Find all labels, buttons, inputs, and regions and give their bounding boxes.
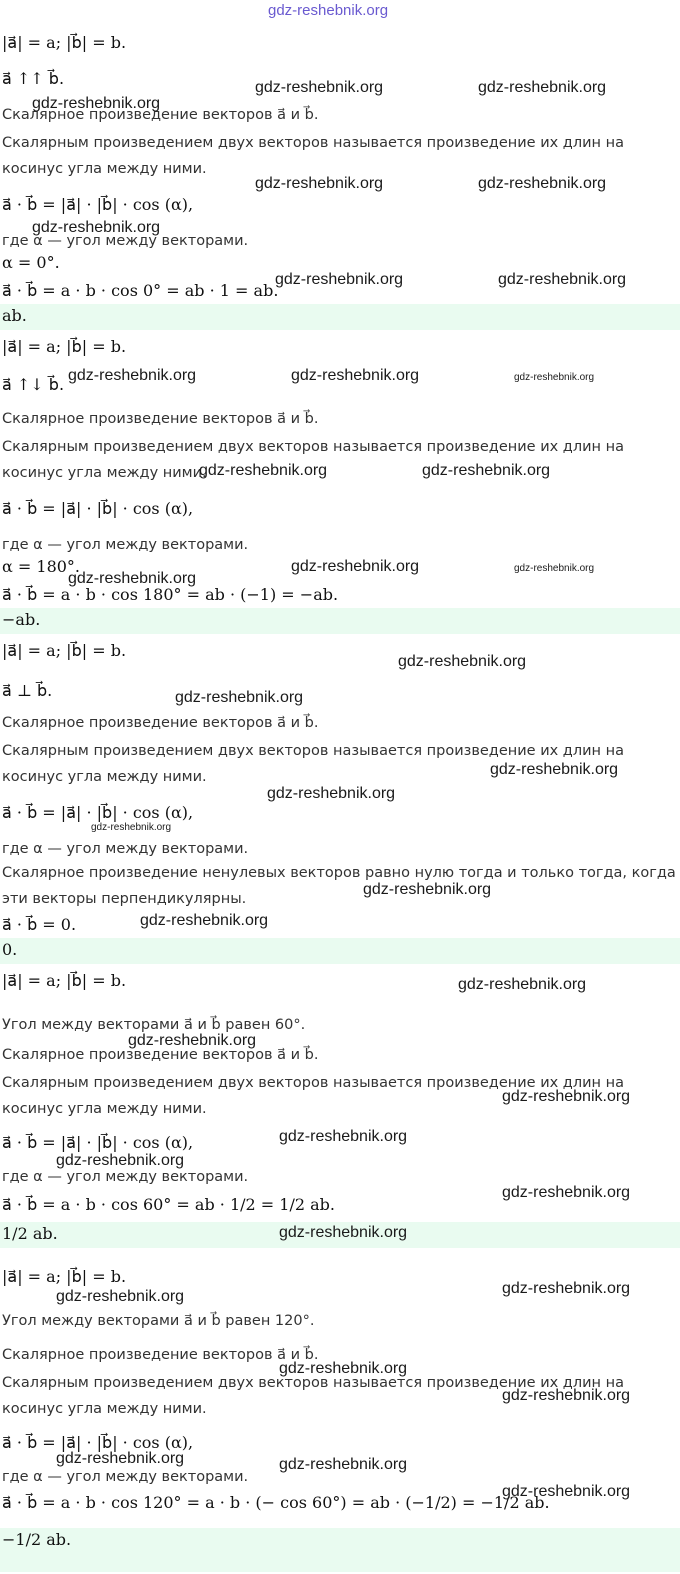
- watermark: gdz-reshebnik.org: [68, 570, 197, 587]
- watermark: gdz-reshebnik.org: [279, 1456, 408, 1473]
- text-line: Скалярным произведением двух векторов называется произведение их длин на: [2, 1075, 624, 1091]
- watermark: gdz-reshebnik.org: [279, 1360, 408, 1377]
- text-line: Скалярное произведение векторов a⃗ и b⃗.: [2, 411, 319, 427]
- text-line: Скалярным произведением двух векторов называется произведение их длин на: [2, 439, 624, 455]
- text-line: где α — угол между векторами.: [2, 1469, 249, 1485]
- text-line: Скалярным произведением двух векторов называется произведение их длин на: [2, 743, 624, 759]
- watermark: gdz-reshebnik.org: [291, 367, 420, 384]
- formula-line: |a⃗| = a; |b⃗| = b.: [2, 33, 127, 52]
- watermark: gdz-reshebnik.org: [175, 689, 304, 706]
- watermark: gdz-reshebnik.org: [363, 881, 492, 898]
- watermark: gdz-reshebnik.org: [498, 271, 627, 288]
- formula-line: |a⃗| = a; |b⃗| = b.: [2, 337, 127, 356]
- answer-text: 0.: [2, 940, 18, 959]
- formula-line: α = 180°.: [2, 557, 81, 576]
- formula-line: a⃗ · b⃗ = a · b · cos 180° = ab · (−1) = −ab.: [2, 585, 339, 604]
- watermark: gdz-reshebnik.org: [478, 79, 607, 96]
- formula-line: |a⃗| = a; |b⃗| = b.: [2, 971, 127, 990]
- watermark: gdz-reshebnik.org: [32, 219, 161, 236]
- text-line: Скалярное произведение векторов a⃗ и b⃗.: [2, 1347, 319, 1363]
- watermark: gdz-reshebnik.org: [490, 761, 619, 778]
- text-line: косинус угла между ними.: [2, 161, 207, 177]
- watermark: gdz-reshebnik.org: [32, 95, 161, 112]
- watermark-small: gdz-reshebnik.org: [514, 372, 595, 383]
- formula-line: a⃗ · b⃗ = |a⃗| · |b⃗| · cos (α),: [2, 803, 194, 822]
- watermark: gdz-reshebnik.org: [279, 1128, 408, 1145]
- formula-line: α = 0°.: [2, 253, 60, 272]
- text-line: Скалярное произведение векторов a⃗ и b⃗.: [2, 1047, 319, 1063]
- formula-line: a⃗ ↑↓ b⃗.: [2, 375, 65, 394]
- watermark: gdz-reshebnik.org: [199, 462, 328, 479]
- text-line: где α — угол между векторами.: [2, 233, 249, 249]
- watermark: gdz-reshebnik.org: [267, 785, 396, 802]
- formula-line: a⃗ · b⃗ = 0.: [2, 915, 77, 934]
- formula-line: a⃗ · b⃗ = a · b · cos 120° = a · b · (− cos 60°) = ab · (−1/2) = −1/2 ab.: [2, 1493, 550, 1512]
- watermark: gdz-reshebnik.org: [128, 1032, 257, 1049]
- watermark: gdz-reshebnik.org: [502, 1280, 631, 1297]
- formula-line: a⃗ · b⃗ = a · b · cos 0° = ab · 1 = ab.: [2, 281, 279, 300]
- formula-line: |a⃗| = a; |b⃗| = b.: [2, 1267, 127, 1286]
- watermark: gdz-reshebnik.org: [56, 1152, 185, 1169]
- answer-text: ab.: [2, 306, 27, 325]
- watermark: gdz-reshebnik.org: [398, 653, 527, 670]
- formula-line: a⃗ ⊥ b⃗.: [2, 681, 53, 700]
- watermark: gdz-reshebnik.org: [502, 1387, 631, 1404]
- text-line: где α — угол между векторами.: [2, 841, 249, 857]
- answer-band: [0, 608, 680, 634]
- watermark-top: gdz-reshebnik.org: [268, 2, 389, 19]
- answer-band: [0, 1528, 680, 1572]
- watermark: gdz-reshebnik.org: [255, 175, 384, 192]
- text-line: косинус угла между ними.: [2, 465, 207, 481]
- answer-band: [0, 938, 680, 964]
- answer-text: −1/2 ab.: [2, 1530, 72, 1549]
- text-line: косинус угла между ними.: [2, 1401, 207, 1417]
- watermark: gdz-reshebnik.org: [279, 1224, 408, 1241]
- watermark-small: gdz-reshebnik.org: [91, 822, 172, 833]
- watermark: gdz-reshebnik.org: [478, 175, 607, 192]
- text-line: Скалярное произведение векторов a⃗ и b⃗.: [2, 107, 319, 123]
- watermark: gdz-reshebnik.org: [502, 1184, 631, 1201]
- watermark: gdz-reshebnik.org: [502, 1088, 631, 1105]
- answer-text: −ab.: [2, 610, 41, 629]
- text-line: косинус угла между ними.: [2, 1101, 207, 1117]
- text-line: косинус угла между ними.: [2, 769, 207, 785]
- watermark-small: gdz-reshebnik.org: [514, 563, 595, 574]
- answer-band: [0, 304, 680, 330]
- text-line: Скалярное произведение векторов a⃗ и b⃗.: [2, 715, 319, 731]
- text-line: Скалярным произведением двух векторов называется произведение их длин на: [2, 135, 624, 151]
- text-line: эти векторы перпендикулярны.: [2, 891, 247, 907]
- watermark: gdz-reshebnik.org: [68, 367, 197, 384]
- text-line: Угол между векторами a⃗ и b⃗ равен 120°.: [2, 1313, 315, 1329]
- formula-line: a⃗ · b⃗ = |a⃗| · |b⃗| · cos (α),: [2, 195, 194, 214]
- watermark: gdz-reshebnik.org: [255, 79, 384, 96]
- formula-line: a⃗ · b⃗ = |a⃗| · |b⃗| · cos (α),: [2, 1433, 194, 1452]
- watermark: gdz-reshebnik.org: [291, 558, 420, 575]
- watermark: gdz-reshebnik.org: [502, 1483, 631, 1500]
- text-line: где α — угол между векторами.: [2, 537, 249, 553]
- formula-line: a⃗ · b⃗ = |a⃗| · |b⃗| · cos (α),: [2, 499, 194, 518]
- text-line: Угол между векторами a⃗ и b⃗ равен 60°.: [2, 1017, 306, 1033]
- formula-line: a⃗ · b⃗ = a · b · cos 60° = ab · 1/2 = 1/2 ab.: [2, 1195, 335, 1214]
- text-line: Скалярным произведением двух векторов называется произведение их длин на: [2, 1375, 624, 1391]
- formula-line: a⃗ ↑↑ b⃗.: [2, 69, 65, 88]
- formula-line: |a⃗| = a; |b⃗| = b.: [2, 641, 127, 660]
- watermark: gdz-reshebnik.org: [275, 271, 404, 288]
- watermark: gdz-reshebnik.org: [458, 976, 587, 993]
- watermark: gdz-reshebnik.org: [56, 1288, 185, 1305]
- answer-text: 1/2 ab.: [2, 1224, 58, 1243]
- watermark: gdz-reshebnik.org: [56, 1450, 185, 1467]
- formula-line: a⃗ · b⃗ = |a⃗| · |b⃗| · cos (α),: [2, 1133, 194, 1152]
- watermark: gdz-reshebnik.org: [422, 462, 551, 479]
- text-line: где α — угол между векторами.: [2, 1169, 249, 1185]
- text-line: Скалярное произведение ненулевых векторов равно нулю тогда и только тогда, когда: [2, 865, 676, 881]
- watermark: gdz-reshebnik.org: [140, 912, 269, 929]
